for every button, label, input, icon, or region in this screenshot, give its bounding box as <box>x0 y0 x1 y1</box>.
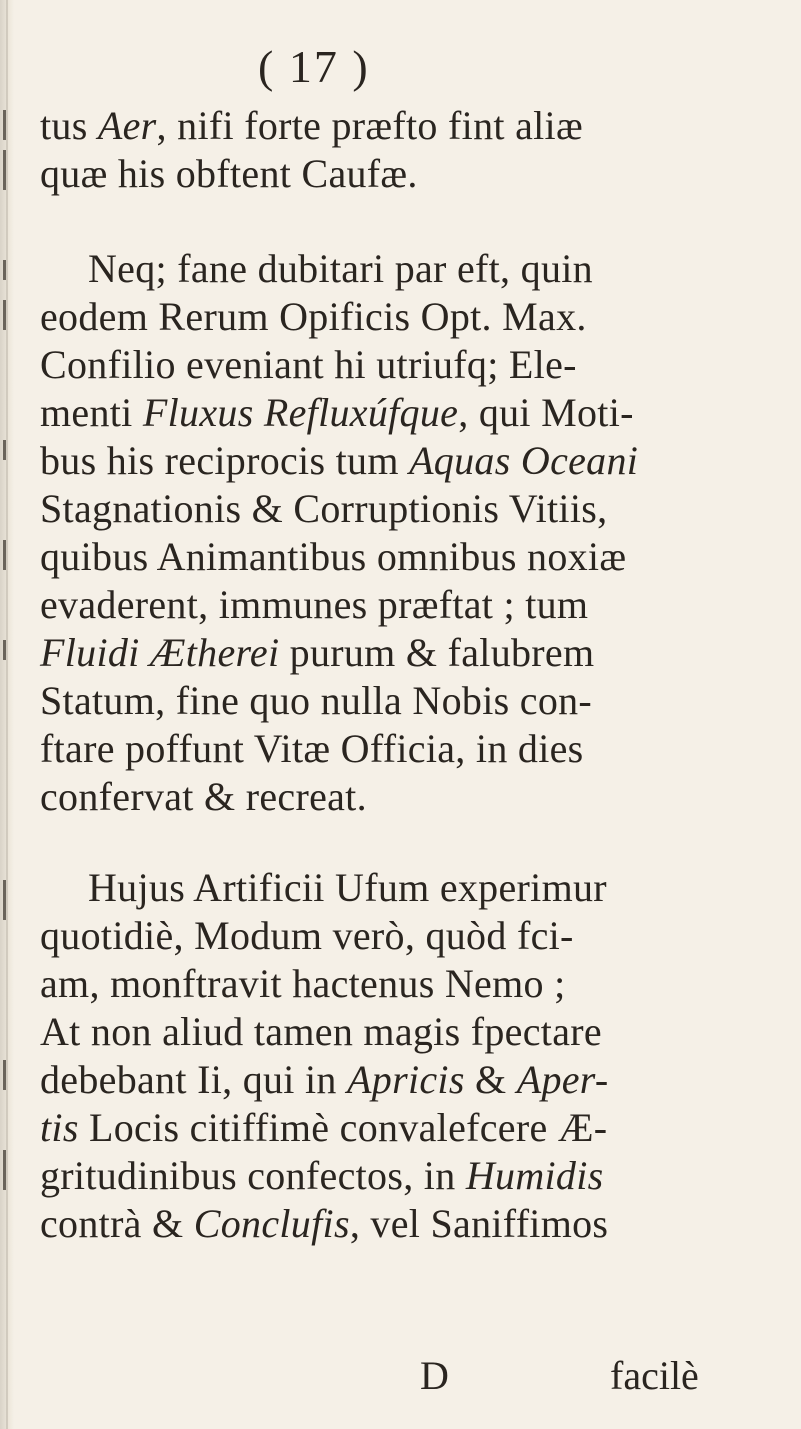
gutter-tick <box>3 150 6 190</box>
gutter-tick <box>3 110 6 140</box>
gutter-tick <box>3 260 6 280</box>
text-line <box>40 725 795 773</box>
roman-text: Hujus Artificii Ufum experimur <box>88 865 607 910</box>
italic-text: Humidis <box>465 1153 604 1198</box>
roman-text: Stagnationis & Corruptionis Vitiis, <box>40 486 608 531</box>
text-line <box>40 341 795 389</box>
text-line <box>40 1056 795 1104</box>
roman-text: Locis citiffimè convalefcere Æ- <box>78 1105 608 1150</box>
roman-text: Confilio eveniant hi utriufq; Ele- <box>40 342 577 387</box>
roman-text: ftare poffunt Vitæ Officia, in dies <box>40 726 584 771</box>
roman-text: , nifi forte præfto fint aliæ <box>156 103 583 148</box>
text-line <box>40 1200 795 1248</box>
text-line <box>40 437 795 485</box>
roman-text: contrà & <box>40 1201 194 1246</box>
text-line <box>40 533 795 581</box>
roman-text: purum & falubrem <box>279 630 595 675</box>
text-line <box>88 864 801 912</box>
roman-text: am, monftravit hactenus Nemo ; <box>40 961 566 1006</box>
italic-text: Fluidi Ætherei <box>40 630 280 675</box>
roman-text: , vel Saniffimos <box>349 1201 609 1246</box>
italic-text: Aper- <box>516 1057 609 1102</box>
italic-text: Apricis <box>347 1057 465 1102</box>
gutter-tick <box>3 440 6 460</box>
roman-text: menti <box>40 390 143 435</box>
text-line <box>40 485 795 533</box>
gutter-tick <box>3 300 6 330</box>
text-line <box>40 102 795 150</box>
text-line <box>40 293 795 341</box>
gutter-line <box>6 0 8 1429</box>
text-line <box>40 389 795 437</box>
italic-text: Conclufis <box>193 1201 350 1246</box>
roman-text: debebant Ii, qui in <box>40 1057 348 1102</box>
text-line <box>40 1152 795 1200</box>
italic-text: Aer <box>97 103 157 148</box>
roman-text: Statum, fine quo nulla Nobis con- <box>40 678 593 723</box>
text-line <box>40 912 795 960</box>
roman-text: quotidiè, Modum verò, quòd fci- <box>40 913 574 958</box>
text-line <box>40 629 795 677</box>
roman-text: quibus Animantibus omnibus noxiæ <box>40 534 627 579</box>
roman-text: evaderent, immunes præftat ; tum <box>40 582 589 627</box>
signature-mark: D <box>420 1353 449 1398</box>
gutter-tick <box>3 640 6 660</box>
gutter-tick <box>3 1150 6 1190</box>
roman-text: bus his reciprocis tum <box>40 438 410 483</box>
gutter-tick <box>3 540 6 570</box>
text-line <box>40 1008 795 1056</box>
roman-text: , qui Moti- <box>458 390 634 435</box>
roman-text: eodem Rerum Opificis Opt. Max. <box>40 294 587 339</box>
italic-text: Fluxus Refluxúfque <box>142 390 459 435</box>
roman-text: quæ his obftent Caufæ. <box>40 151 418 196</box>
roman-text: Neq; fane dubitari par eft, quin <box>88 246 593 291</box>
text-line <box>40 581 795 629</box>
page-number: ( 17 ) <box>258 41 370 92</box>
roman-text: At non aliud tamen magis fpectare <box>40 1009 602 1054</box>
text-line <box>40 1104 795 1152</box>
catchword: facilè <box>610 1353 699 1398</box>
text-line <box>40 150 795 198</box>
roman-text: confervat & recreat. <box>40 774 367 819</box>
roman-text: tus <box>40 103 98 148</box>
text-line <box>40 677 795 725</box>
roman-text: & <box>464 1057 517 1102</box>
italic-text: Aquas Oceani <box>409 438 639 483</box>
italic-text: tis <box>40 1105 79 1150</box>
text-line <box>40 960 795 1008</box>
text-line <box>40 773 795 821</box>
gutter-tick <box>3 880 6 920</box>
roman-text: gritudinibus confectos, in <box>40 1153 466 1198</box>
gutter-tick <box>3 1060 6 1090</box>
text-line <box>88 245 801 293</box>
